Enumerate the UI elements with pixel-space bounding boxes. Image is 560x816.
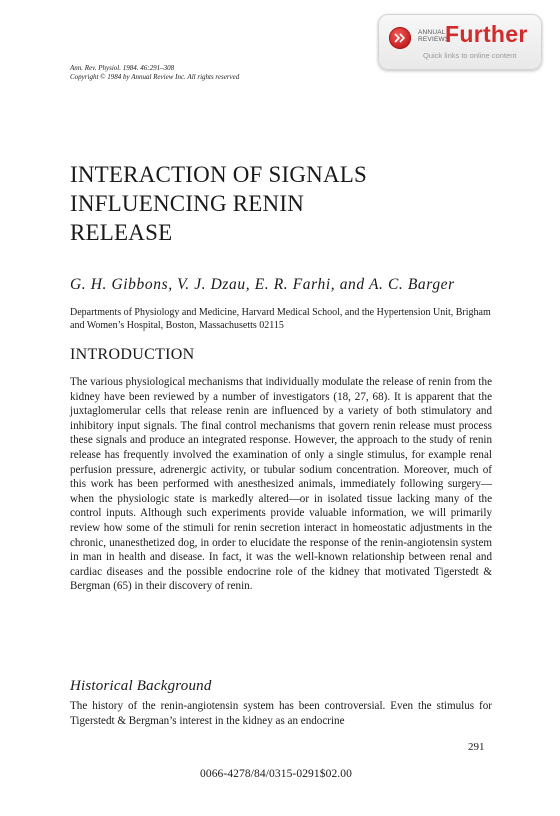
article-title: INTERACTION OF SIGNALS INFLUENCING RENIN RELEASE bbox=[70, 162, 368, 245]
badge-subtitle: Quick links to online content bbox=[423, 51, 517, 60]
introduction-heading: INTRODUCTION bbox=[70, 346, 195, 363]
journal-citation-line: Ann. Rev. Physiol. 1984. 46:291–308 bbox=[70, 64, 175, 72]
badge-further-label: Further bbox=[445, 21, 528, 47]
price-code: 0066-4278/84/0315-0291$02.00 bbox=[200, 768, 352, 780]
historical-background-paragraph: The history of the renin-angiotensin system has been controversial. Even the stimulus for Tigerstedt & Bergman’s interest in the kidney as an endocrine bbox=[70, 700, 492, 727]
badge-annual-reviews-label: ANNUAL REVIEWS bbox=[418, 29, 450, 43]
annual-reviews-logo-icon bbox=[389, 27, 411, 49]
journal-citation bbox=[70, 64, 239, 82]
annual-reviews-further-badge[interactable] bbox=[378, 14, 542, 70]
page-number: 291 bbox=[468, 741, 485, 753]
author-affiliation: Departments of Physiology and Medicine, Harvard Medical School, and the Hypertension Unit, Brigham and Women’s Hospital, Boston, Massachusetts 02115 bbox=[70, 307, 491, 331]
introduction-paragraph: The various physiological mechanisms that individually modulate the release of renin from the kidney have been reviewed by a number of investigators (18, 27, 68). It is apparent that the juxtaglomerular cells that release renin are influenced by a variety of both stimulatory and inhibitory input signals. The final control mechanisms that govern renin release must process these signals and produce an integrated response. However, the approach to the study of renin release has frequently involved the examination of only a single stimulus, for example renal perfusion pressure, adrenergic activity, or tubular sodium concentration. Moreover, much of this work has been performed with anesthesized animals, immediately following surgery—when the physiologic state is markedly altered—or in isolated tissue lacking many of the control inputs. Although such experiments provide valuable information, we will primarily review how some of the stimuli for renin secretion interact in homeostatic adjustments in the chronic, unanesthetized dog, in order to elucidate the response of the renin-angiotensin system in man in health and disease. In fact, it was the well-known relationship between renal and cardiac diseases and the possible endocrine role of the kidney that motivated Tigerstedt & Bergman (65) in their discovery of renin. bbox=[70, 376, 492, 593]
historical-background-heading: Historical Background bbox=[70, 678, 212, 694]
article-authors: G. H. Gibbons, V. J. Dzau, E. R. Farhi, and A. C. Barger bbox=[70, 276, 455, 293]
copyright-line: Copyright © 1984 by Annual Review Inc. All rights reserved bbox=[70, 73, 240, 81]
